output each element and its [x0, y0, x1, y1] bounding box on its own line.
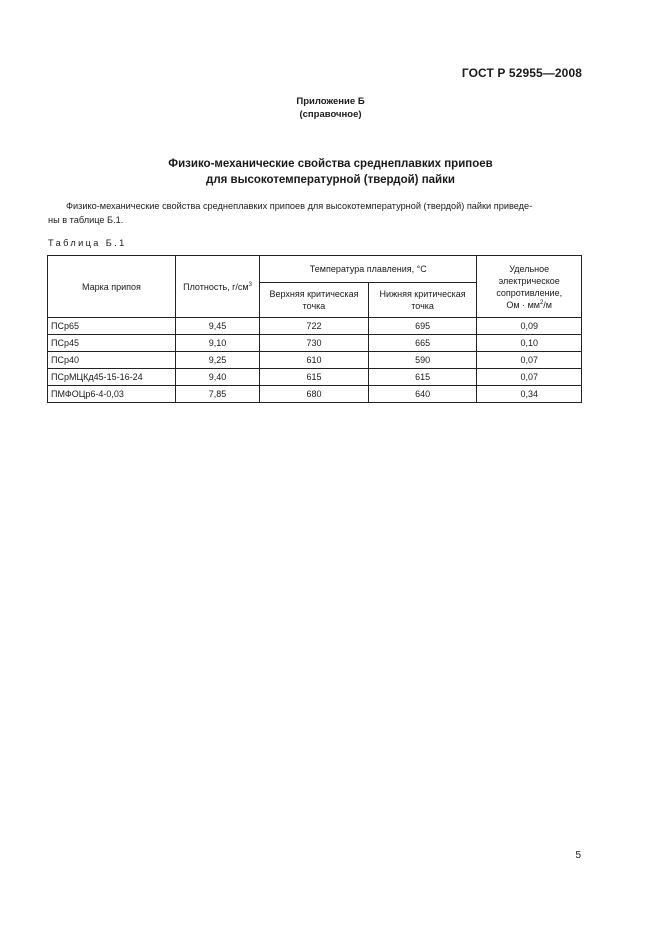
cell-lower: 615	[368, 369, 477, 386]
heading-line-2: для высокотемпературной (твердой) пайки	[206, 174, 455, 186]
header-melting-temp: Температура плавления, °С	[260, 256, 477, 283]
cell-lower: 695	[368, 318, 477, 335]
header-resistivity	[477, 256, 582, 318]
table-label: Таблица Б.1	[48, 238, 127, 248]
page-number: 5	[575, 850, 581, 861]
cell-upper: 722	[260, 318, 369, 335]
cell-grade: ПМФОЦр6-4-0,03	[48, 386, 176, 403]
header-resistivity-unit-a: Ом · мм	[506, 299, 540, 310]
appendix-title: Приложение Б	[296, 96, 365, 107]
appendix-subtitle: (справочное)	[299, 109, 362, 120]
cell-resistivity: 0,07	[477, 369, 582, 386]
cell-resistivity: 0,34	[477, 386, 582, 403]
cell-grade: ПСр45	[48, 335, 176, 352]
cell-grade: ПСр65	[48, 318, 176, 335]
cell-grade: ПСрМЦКд45-15-16-24	[48, 369, 176, 386]
header-grade: Марка припоя	[48, 256, 176, 318]
cell-upper: 610	[260, 352, 369, 369]
cell-density: 9,40	[175, 369, 259, 386]
header-resistivity-text: Удельное электрическое сопротивление,	[496, 263, 563, 298]
cell-resistivity: 0,09	[477, 318, 582, 335]
header-lower-point: Нижняя критическая точка	[368, 283, 477, 318]
table-row	[48, 386, 582, 403]
header-upper-point: Верхняя критическая точка	[260, 283, 369, 318]
cell-grade: ПСр40	[48, 352, 176, 369]
cell-resistivity: 0,07	[477, 352, 582, 369]
table-row	[48, 335, 582, 352]
paragraph-line-1: Физико-механические свойства среднеплавких припоев для высокотемпературной (твердой) пайки приведе-	[66, 201, 533, 211]
cell-density: 9,25	[175, 352, 259, 369]
header-density-sup: 3	[248, 281, 252, 288]
table-row	[48, 369, 582, 386]
intro-paragraph	[48, 199, 582, 227]
cell-lower: 665	[368, 335, 477, 352]
cell-density: 7,85	[175, 386, 259, 403]
paragraph-line-2: ны в таблице Б.1.	[48, 215, 124, 225]
cell-resistivity: 0,10	[477, 335, 582, 352]
table-row	[48, 352, 582, 369]
cell-upper: 615	[260, 369, 369, 386]
appendix-title-block	[0, 95, 661, 121]
solder-properties-table	[47, 255, 582, 403]
cell-density: 9,10	[175, 335, 259, 352]
table-row	[48, 318, 582, 335]
header-resistivity-sup: 2	[539, 299, 544, 306]
table-header-row	[48, 256, 582, 283]
cell-density: 9,45	[175, 318, 259, 335]
header-resistivity-unit-b: /м	[543, 299, 552, 310]
cell-upper: 680	[260, 386, 369, 403]
heading-line-1: Физико-механические свойства среднеплавких припоев	[168, 158, 493, 170]
cell-lower: 590	[368, 352, 477, 369]
cell-lower: 640	[368, 386, 477, 403]
header-density	[175, 256, 259, 318]
header-density-text: Плотность, г/см	[183, 281, 249, 292]
document-code: ГОСТ Р 52955—2008	[461, 66, 582, 80]
section-heading	[0, 156, 661, 188]
cell-upper: 730	[260, 335, 369, 352]
